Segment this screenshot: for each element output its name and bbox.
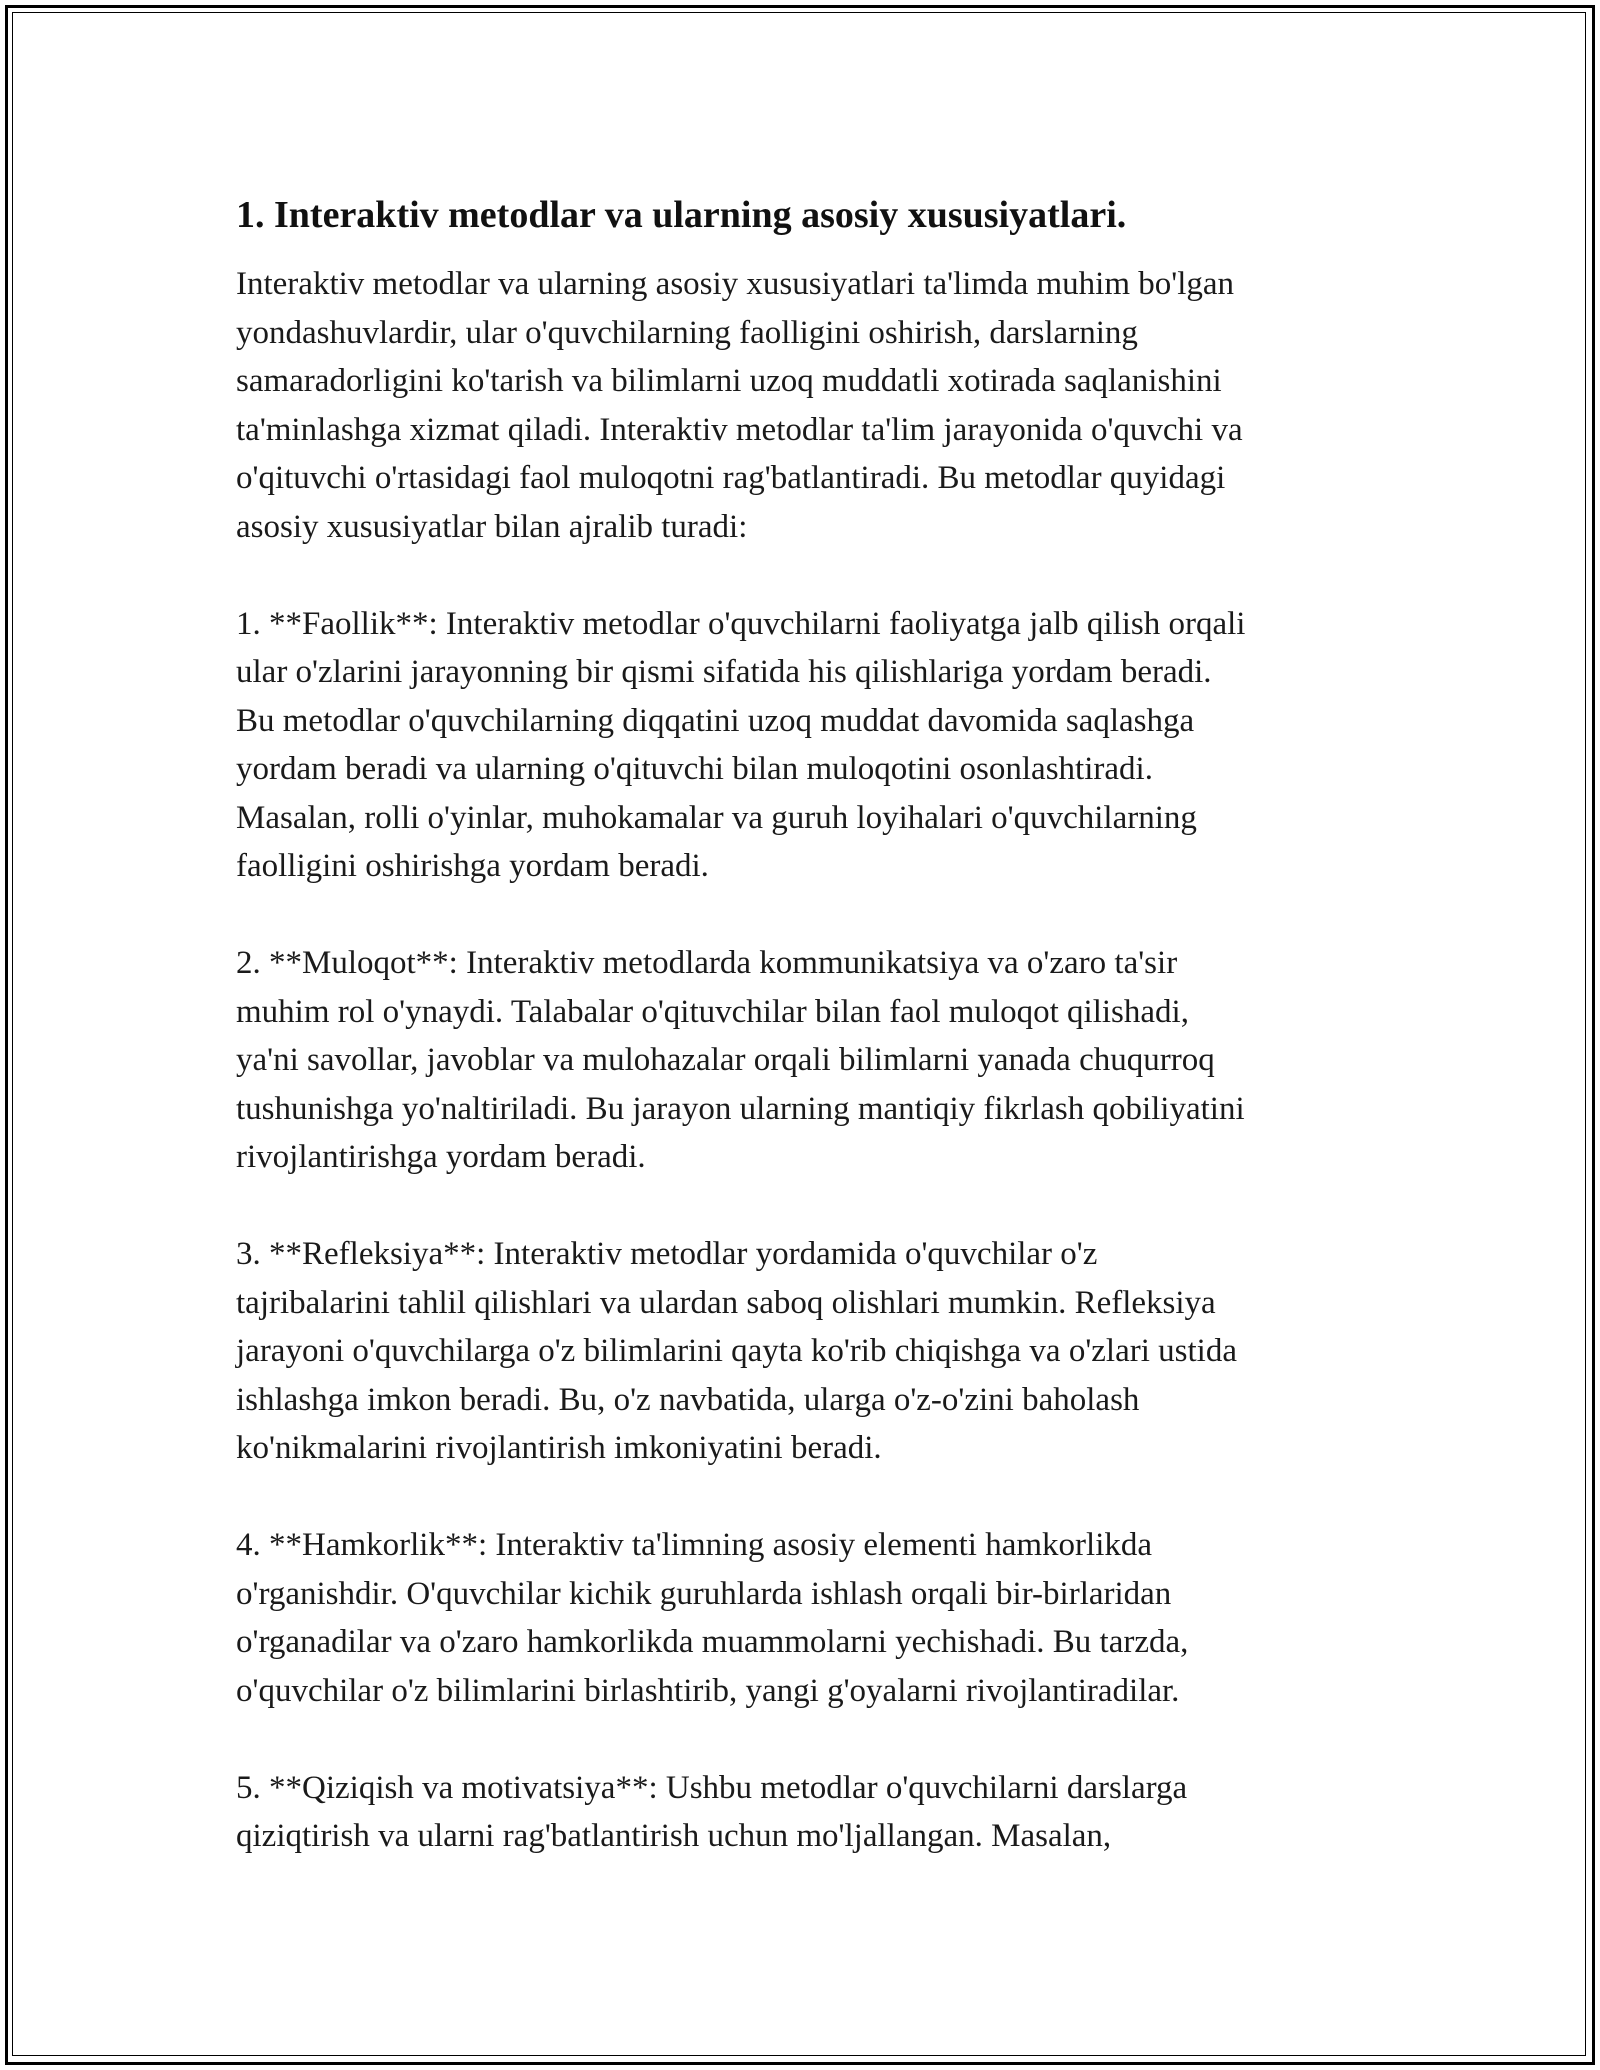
list-item-hamkorlik: 4. **Hamkorlik**: Interaktiv ta'limning asosiy elementi hamkorlikda o'rganishdir. O'quvchilar kichik guruhlarda ishlash orqali bir-birlaridan o'rganadilar va o'zaro hamkorlikda muammolarni yechishadi. Bu tarzda, o'quvchilar o'z bilimlarini birlashtirib, yangi g'oyalarni rivojlantiradilar. bbox=[236, 1527, 1189, 1709]
list-item-qiziqish: 5. **Qiziqish va motivatsiya**: Ushbu metodlar o'quvchilarni darslarga qiziqtirish va ularni rag'batlantirish uchun mo'ljallangan. Masalan, bbox=[236, 1769, 1188, 1854]
intro-paragraph: Interaktiv metodlar va ularning asosiy xususiyatlari ta'limda muhim bo'lgan yondashuvlardir, ular o'quvchilarning faolligini oshirish, darslarning samaradorligini ko'tarish va bilimlarni uzoq muddatli xotirada saqlanishini ta'minlashga xizmat qiladi. Interaktiv metodlar ta'lim jarayonida o'quvchi va o'qituvchi o'rtasidagi faol muloqotni rag'batlantiradi. Bu metodlar quyidagi asosiy xususiyatlar bilan ajralib turadi: bbox=[236, 266, 1243, 545]
list-item-muloqot: 2. **Muloqot**: Interaktiv metodlarda kommunikatsiya va o'zaro ta'sir muhim rol o'ynaydi. Talabalar o'qituvchilar bilan faol muloqot qilishadi, ya'ni savollar, javoblar va mulohazalar orqali bilimlarni yanada chuqurroq tushunishga yo'naltiriladi. Bu jarayon ularning mantiqiy fikrlash qobiliyatini rivojlantirishga yordam beradi. bbox=[236, 945, 1245, 1175]
list-item-refleksiya: 3. **Refleksiya**: Interaktiv metodlar yordamida o'quvchilar o'z tajribalarini tahlil qilishlari va ulardan saboq olishlari mumkin. Refleksiya jarayoni o'quvchilarga o'z bilimlarini qayta ko'rib chiqishga va o'zlari ustida ishlashga imkon beradi. Bu, o'z navbatida, ularga o'z-o'zini baholash ko'nikmalarini rivojlantirish imkoniyatini beradi. bbox=[236, 1236, 1237, 1466]
document-title: 1. Interaktiv metodlar va ularning asosiy xususiyatlari. bbox=[236, 194, 1127, 236]
document-body bbox=[236, 190, 1376, 1909]
list-item-faollik: 1. **Faollik**: Interaktiv metodlar o'quvchilarni faoliyatga jalb qilish orqali ular o'zlarini jarayonning bir qismi sifatida his qilishlariga yordam beradi. Bu metodlar o'quvchilarning diqqatini uzoq muddat davomida saqlashga yordam beradi va ularning o'qituvchi bilan muloqotini osonlashtiradi. Masalan, rolli o'yinlar, muhokamalar va guruh loyihalari o'quvchilarning faolligini oshirishga yordam beradi. bbox=[236, 605, 1246, 884]
